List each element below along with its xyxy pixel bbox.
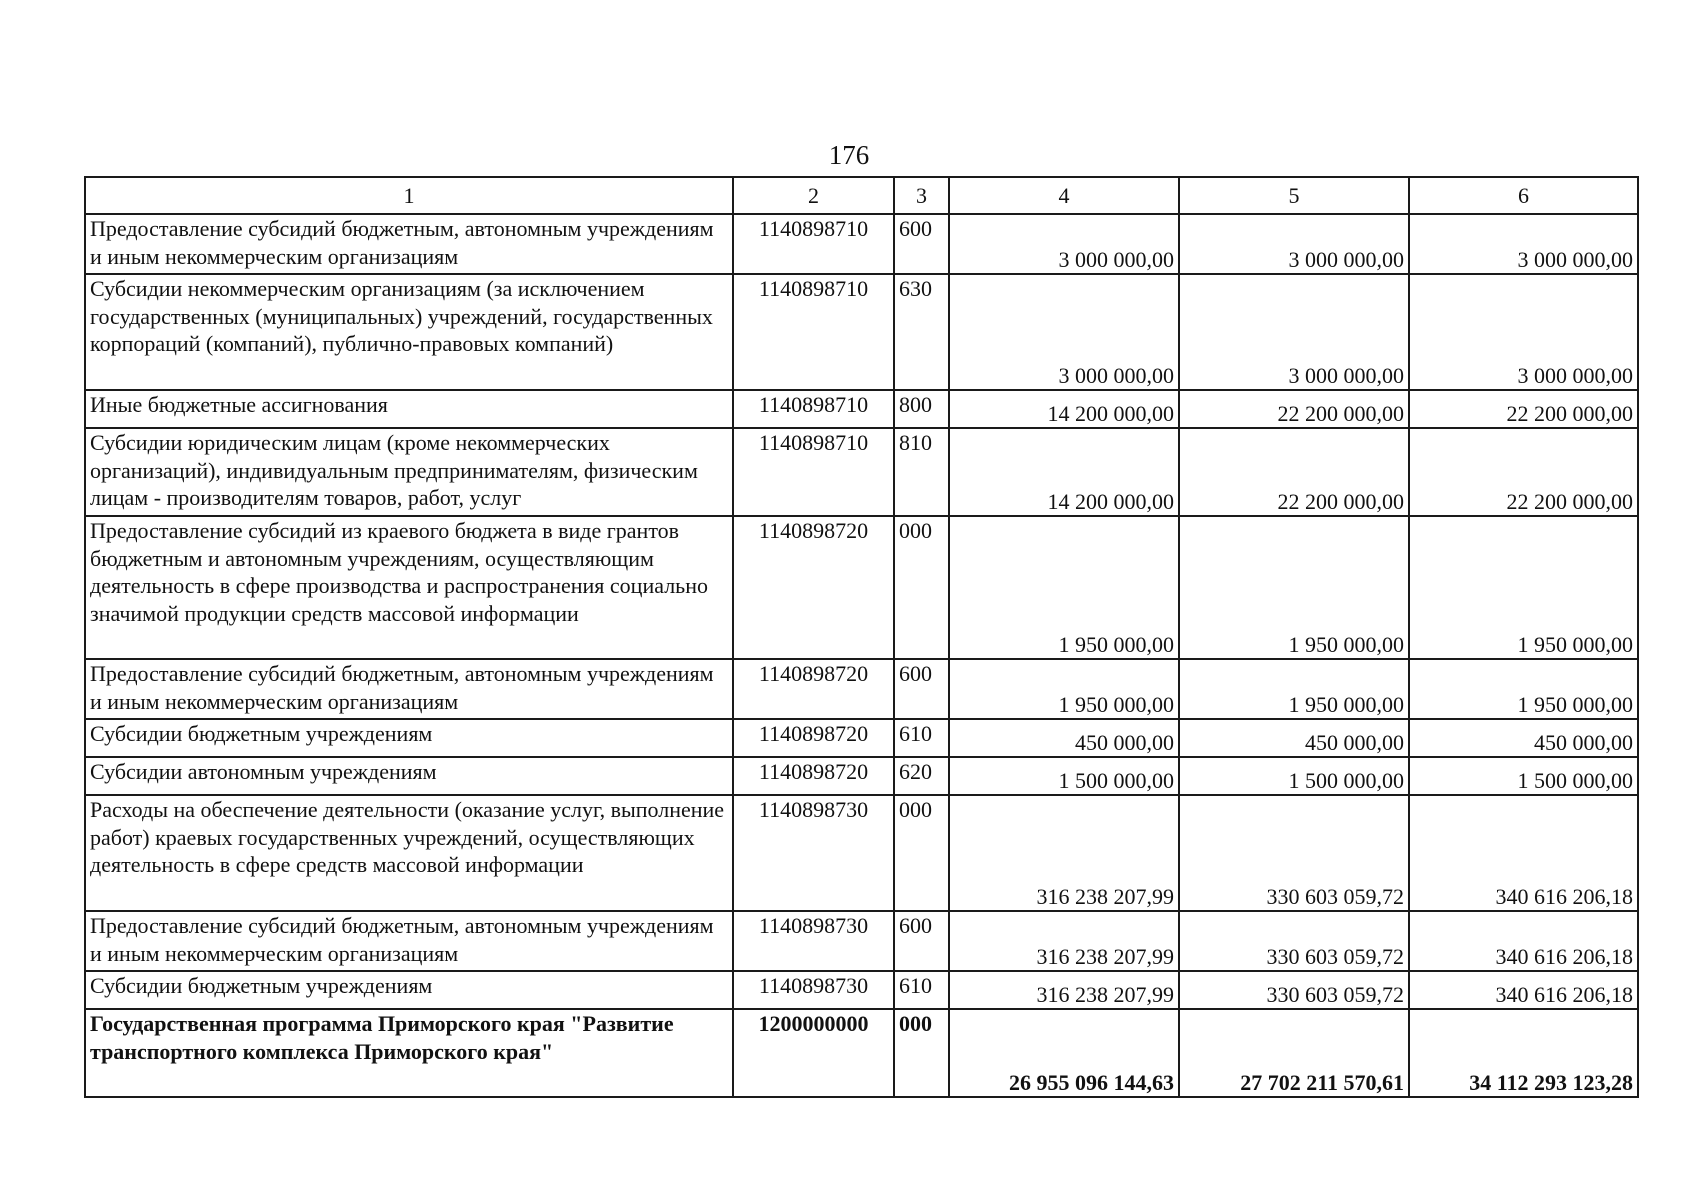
row-name: Расходы на обеспечение деятельности (оказание услуг, выполнение работ) краевых государственных учреждений, осуществляющих деятельность в сфере средств массовой информации xyxy=(85,795,733,911)
row-value-col4: 316 238 207,99 xyxy=(949,911,1179,971)
row-value-col6: 22 200 000,00 xyxy=(1409,390,1638,428)
row-name: Субсидии юридическим лицам (кроме некоммерческих организаций), индивидуальным предпринимателям, физическим лицам - производителям товаров, работ, услуг xyxy=(85,428,733,516)
row-value-col6: 3 000 000,00 xyxy=(1409,274,1638,390)
column-header-4: 4 xyxy=(949,177,1179,214)
table-row xyxy=(85,911,1638,971)
row-code: 1140898720 xyxy=(733,719,894,757)
row-code: 1140898710 xyxy=(733,274,894,390)
row-name: Предоставление субсидий бюджетным, автономным учреждениям и иным некоммерческим организациям xyxy=(85,214,733,274)
row-name: Субсидии автономным учреждениям xyxy=(85,757,733,795)
table-row xyxy=(85,274,1638,390)
row-value-col4: 316 238 207,99 xyxy=(949,795,1179,911)
row-value-col4: 3 000 000,00 xyxy=(949,274,1179,390)
column-header-1: 1 xyxy=(85,177,733,214)
row-value-col5: 1 950 000,00 xyxy=(1179,659,1409,719)
column-header-2: 2 xyxy=(733,177,894,214)
row-value-col6: 3 000 000,00 xyxy=(1409,214,1638,274)
row-value-col4: 1 950 000,00 xyxy=(949,659,1179,719)
row-value-col5: 330 603 059,72 xyxy=(1179,911,1409,971)
row-value-col4: 14 200 000,00 xyxy=(949,428,1179,516)
column-header-3: 3 xyxy=(894,177,949,214)
row-code: 1140898730 xyxy=(733,795,894,911)
row-value-col6: 1 950 000,00 xyxy=(1409,516,1638,659)
page-number: 176 xyxy=(828,140,870,170)
row-value-col5: 22 200 000,00 xyxy=(1179,428,1409,516)
row-code: 1140898730 xyxy=(733,971,894,1009)
row-value-col5: 330 603 059,72 xyxy=(1179,795,1409,911)
row-type: 600 xyxy=(894,911,949,971)
row-value-col4: 3 000 000,00 xyxy=(949,214,1179,274)
table-row xyxy=(85,428,1638,516)
row-value-col6: 340 616 206,18 xyxy=(1409,971,1638,1009)
program-name: Государственная программа Приморского края "Развитие транспортного комплекса Приморского края" xyxy=(85,1009,733,1097)
budget-table xyxy=(84,176,1639,1098)
row-type: 800 xyxy=(894,390,949,428)
row-type: 620 xyxy=(894,757,949,795)
row-code: 1140898720 xyxy=(733,516,894,659)
row-value-col5: 3 000 000,00 xyxy=(1179,274,1409,390)
row-code: 1140898710 xyxy=(733,214,894,274)
table-header-row xyxy=(85,177,1638,214)
row-code: 1140898710 xyxy=(733,390,894,428)
row-name: Субсидии бюджетным учреждениям xyxy=(85,971,733,1009)
row-type: 600 xyxy=(894,659,949,719)
row-type: 630 xyxy=(894,274,949,390)
table-row xyxy=(85,516,1638,659)
row-value-col5: 1 950 000,00 xyxy=(1179,516,1409,659)
row-type: 610 xyxy=(894,719,949,757)
table-row xyxy=(85,971,1638,1009)
row-value-col6: 22 200 000,00 xyxy=(1409,428,1638,516)
row-code: 1140898720 xyxy=(733,659,894,719)
row-value-col6: 1 500 000,00 xyxy=(1409,757,1638,795)
row-value-col6: 450 000,00 xyxy=(1409,719,1638,757)
table-row xyxy=(85,757,1638,795)
table-row xyxy=(85,390,1638,428)
table-row xyxy=(85,659,1638,719)
row-value-col5: 450 000,00 xyxy=(1179,719,1409,757)
program-value-col6: 34 112 293 123,28 xyxy=(1409,1009,1638,1097)
row-value-col5: 22 200 000,00 xyxy=(1179,390,1409,428)
row-value-col5: 1 500 000,00 xyxy=(1179,757,1409,795)
row-value-col4: 14 200 000,00 xyxy=(949,390,1179,428)
row-name: Предоставление субсидий бюджетным, автономным учреждениям и иным некоммерческим организациям xyxy=(85,911,733,971)
program-type: 000 xyxy=(894,1009,949,1097)
program-total-row xyxy=(85,1009,1638,1097)
row-value-col4: 1 950 000,00 xyxy=(949,516,1179,659)
program-value-col5: 27 702 211 570,61 xyxy=(1179,1009,1409,1097)
row-name: Предоставление субсидий из краевого бюджета в виде грантов бюджетным и автономным учреждениям, осуществляющим деятельность в сфере производства и распространения социально значимой продукции средств массовой информации xyxy=(85,516,733,659)
row-type: 000 xyxy=(894,516,949,659)
row-type: 600 xyxy=(894,214,949,274)
row-name: Предоставление субсидий бюджетным, автономным учреждениям и иным некоммерческим организациям xyxy=(85,659,733,719)
row-value-col4: 450 000,00 xyxy=(949,719,1179,757)
row-name: Иные бюджетные ассигнования xyxy=(85,390,733,428)
row-value-col5: 3 000 000,00 xyxy=(1179,214,1409,274)
program-code: 1200000000 xyxy=(733,1009,894,1097)
row-value-col4: 1 500 000,00 xyxy=(949,757,1179,795)
row-name: Субсидии некоммерческим организациям (за исключением государственных (муниципальных) учреждений, государственных корпораций (компаний), публично-правовых компаний) xyxy=(85,274,733,390)
row-code: 1140898710 xyxy=(733,428,894,516)
program-value-col4: 26 955 096 144,63 xyxy=(949,1009,1179,1097)
row-value-col4: 316 238 207,99 xyxy=(949,971,1179,1009)
row-name: Субсидии бюджетным учреждениям xyxy=(85,719,733,757)
row-code: 1140898720 xyxy=(733,757,894,795)
row-type: 000 xyxy=(894,795,949,911)
row-value-col6: 340 616 206,18 xyxy=(1409,795,1638,911)
column-header-5: 5 xyxy=(1179,177,1409,214)
row-value-col6: 340 616 206,18 xyxy=(1409,911,1638,971)
row-type: 610 xyxy=(894,971,949,1009)
row-value-col6: 1 950 000,00 xyxy=(1409,659,1638,719)
column-header-6: 6 xyxy=(1409,177,1638,214)
table-row xyxy=(85,214,1638,274)
row-value-col5: 330 603 059,72 xyxy=(1179,971,1409,1009)
row-code: 1140898730 xyxy=(733,911,894,971)
row-type: 810 xyxy=(894,428,949,516)
table-row xyxy=(85,795,1638,911)
table-row xyxy=(85,719,1638,757)
